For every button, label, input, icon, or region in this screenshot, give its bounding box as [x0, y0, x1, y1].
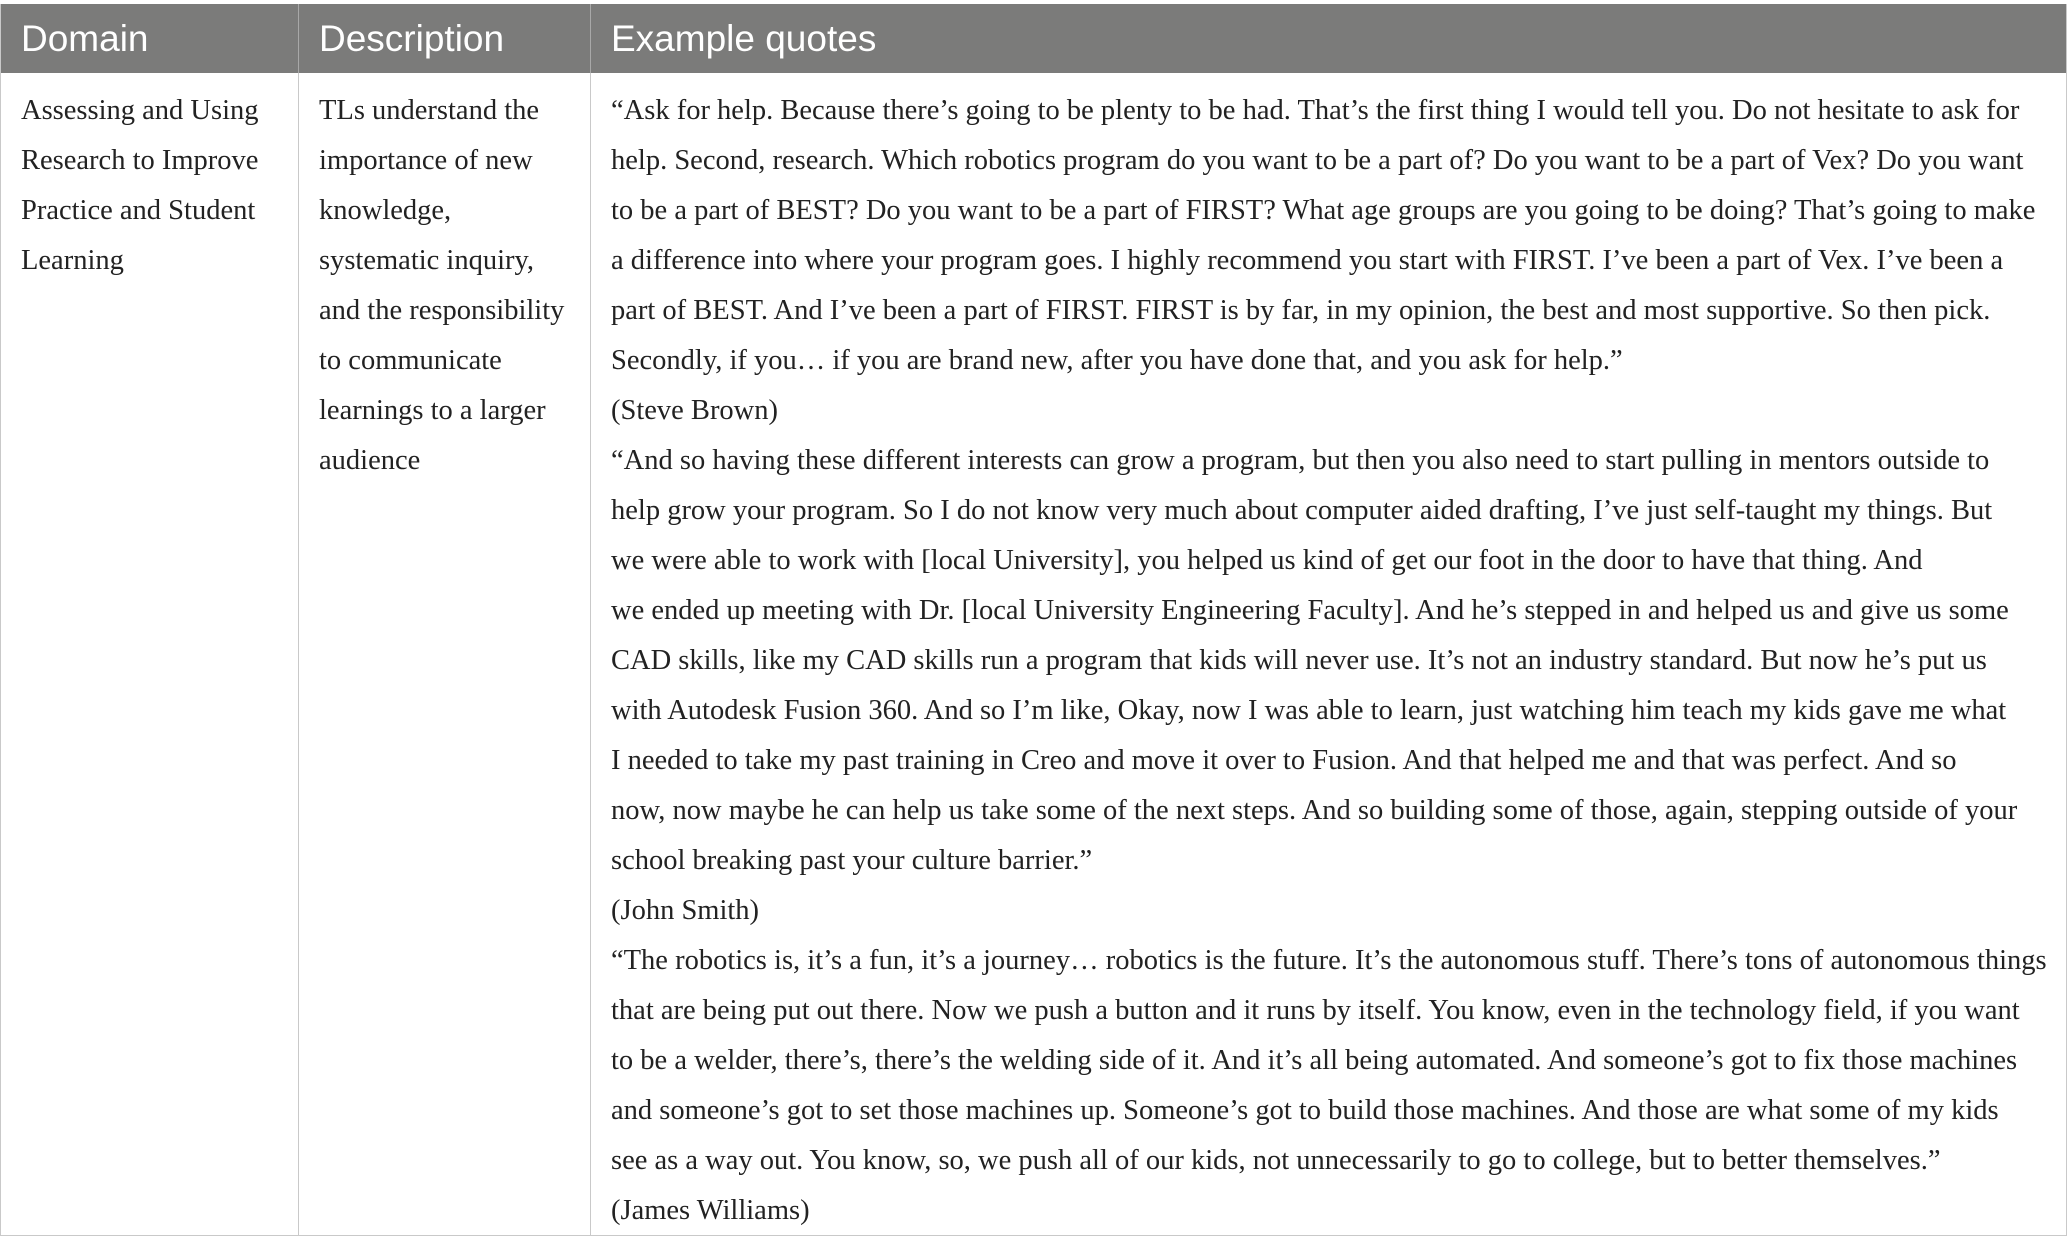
quote-text-line: school breaking past your culture barrier.”	[611, 845, 1093, 876]
quote-text-line: (Steve Brown)	[611, 395, 779, 426]
quotes-table	[0, 4, 2067, 1236]
quote-text-line: “The robotics is, it’s a fun, it’s a journey… robotics is the future. It’s the autonomous stuff. There’s tons of autonomous things	[611, 945, 2047, 976]
description-text-line: importance of new	[319, 145, 533, 176]
description-text-line: and the responsibility	[319, 295, 565, 326]
quote-text-line: “Ask for help. Because there’s going to be plenty to be had. That’s the first thing I would tell you. Do not hesitate to ask for	[611, 95, 2020, 126]
quote-text-line: I needed to take my past training in Creo and move it over to Fusion. And that helped me and that was perfect. And so	[611, 745, 1957, 776]
domain-cell	[1, 73, 299, 1236]
description-text-line: to communicate	[319, 345, 502, 376]
quote-text-line: (John Smith)	[611, 895, 760, 926]
description-text-line: knowledge,	[319, 195, 452, 226]
domain-text-line: Learning	[21, 245, 124, 276]
quote-text-line: “And so having these different interests can grow a program, but then you also need to start pulling in mentors outside to	[611, 445, 1990, 476]
table-row	[1, 73, 2066, 1236]
quote-text-line: that are being put out there. Now we push a button and it runs by itself. You know, even in the technology field, if you want	[611, 995, 2020, 1026]
domain-text-line: Assessing and Using	[21, 95, 259, 126]
quote-text-line: a difference into where your program goes. I highly recommend you start with FIRST. I’ve been a part of Vex. I’ve been a	[611, 245, 2004, 276]
header-example-quotes: Example quotes	[611, 18, 877, 59]
domain-text-line: Practice and Student	[21, 195, 256, 226]
domain-text-line: Research to Improve	[21, 145, 259, 176]
description-text-line: learnings to a larger	[319, 395, 546, 426]
quote-text-line: see as a way out. You know, so, we push all of our kids, not unnecessarily to go to college, but to better themselves.”	[611, 1145, 1941, 1176]
header-domain: Domain	[1, 4, 299, 73]
quote-text-line: with Autodesk Fusion 360. And so I’m like, Okay, now I was able to learn, just watching him teach my kids gave me what	[611, 695, 2007, 726]
quote-text-line: to be a part of BEST? Do you want to be a part of FIRST? What age groups are you going to be doing? That’s going to make	[611, 195, 2036, 226]
quote-text-line: we ended up meeting with Dr. [local University Engineering Faculty]. And he’s stepped in and helped us and give us some	[611, 595, 2009, 626]
example-quotes-cell	[591, 73, 2066, 1236]
description-text-line: systematic inquiry,	[319, 245, 535, 276]
description-text-line: audience	[319, 445, 421, 476]
quote-text-line: (James Williams)	[611, 1195, 810, 1226]
quote-text-line: help grow your program. So I do not know very much about computer aided drafting, I’ve just self-taught my things. But	[611, 495, 1993, 526]
quote-text-line: Secondly, if you… if you are brand new, after you have done that, and you ask for help.”	[611, 345, 1623, 376]
description-text-line: TLs understand the	[319, 95, 540, 126]
quote-text-line: and someone’s got to set those machines up. Someone’s got to build those machines. And those are what some of my kids	[611, 1095, 1999, 1126]
quote-text-line: help. Second, research. Which robotics program do you want to be a part of? Do you want to be a part of Vex? Do you want	[611, 145, 2024, 176]
quote-text-line: to be a welder, there’s, there’s the welding side of it. And it’s all being automated. And someone’s got to fix those machines	[611, 1045, 2018, 1076]
quote-text-line: we were able to work with [local University], you helped us kind of get our foot in the door to have that thing. And	[611, 545, 1923, 576]
header-description: Description	[299, 4, 591, 73]
quote-text-line: CAD skills, like my CAD skills run a program that kids will never use. It’s not an industry standard. But now he’s put us	[611, 645, 1987, 676]
quote-text-line: part of BEST. And I’ve been a part of FIRST. FIRST is by far, in my opinion, the best and most supportive. So then pick.	[611, 295, 1991, 326]
table-header-row	[1, 4, 2066, 73]
description-cell	[299, 73, 591, 1236]
quote-text-line: now, now maybe he can help us take some of the next steps. And so building some of those, again, stepping outside of your	[611, 795, 2018, 826]
